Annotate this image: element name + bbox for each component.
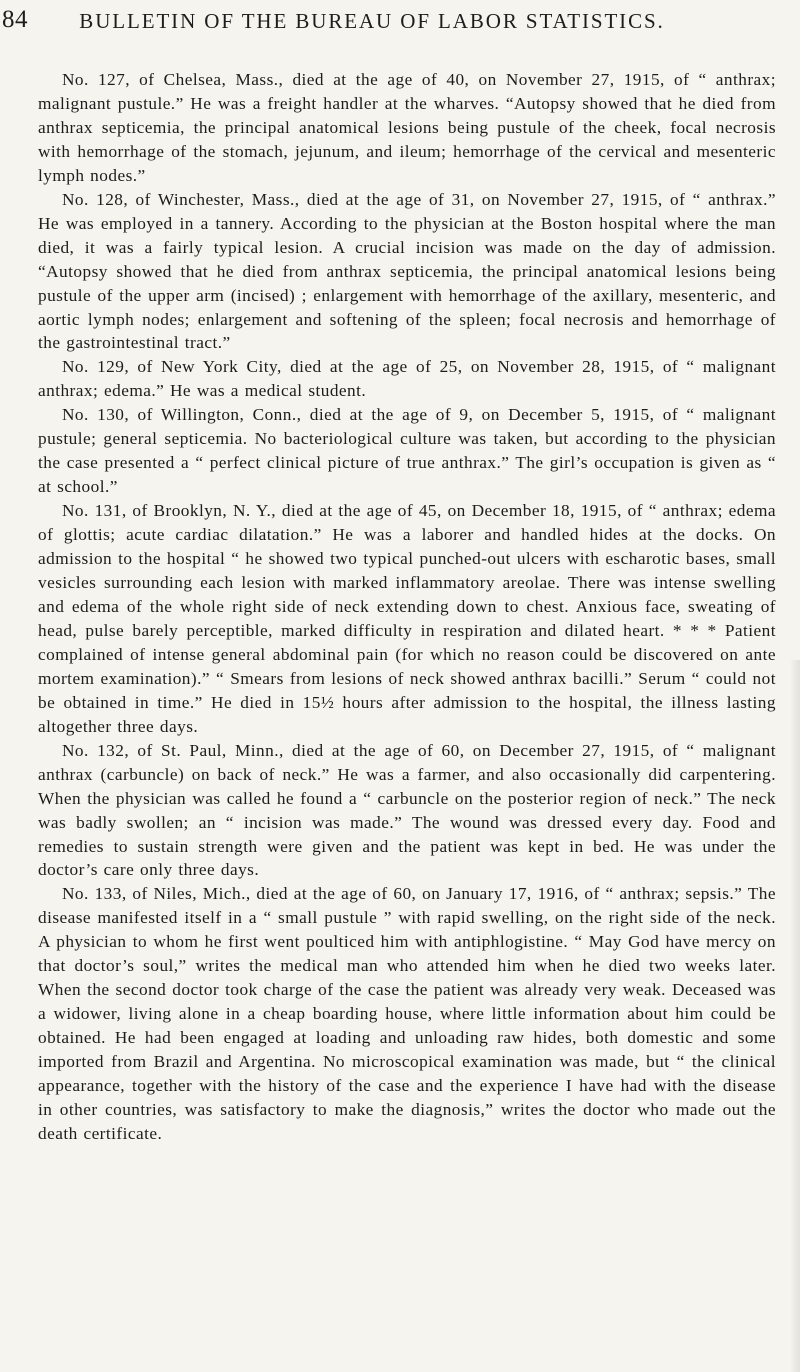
paragraph-case-133: No. 133, of Niles, Mich., died at the age of 60, on January 17, 1916, of “ anthrax; sepsis.” The disease manifested itself in a “ small pustule ” with rapid swelling, on the right side of the neck. A physician to whom he first went poulticed him with antiphlogistine. “ May God have mercy on that doctor’s soul,” writes the medical man who attended him when he died two weeks later. When the second doctor took charge of the case the patient was already very weak. Deceased was a widower, living alone in a cheap boarding house, where little information about him could be obtained. He had been engaged at loading and unloading raw hides, both domestic and some imported from Brazil and Argentina. No microscopical examination was made, but “ the clinical appearance, together with the history of the case and the experience I have had with the disease in other countries, was satisfactory to make the diagnosis,” writes the doctor who made out the death certificate.: [38, 884, 776, 1143]
page-number: 84: [2, 6, 28, 33]
paragraph-case-128: No. 128, of Winchester, Mass., died at the age of 31, on November 27, 1915, of “ anthrax.” He was employed in a tannery. According to the physician at the Boston hospital where the man died, it was a fairly typical lesion. A crucial incision was made on the day of admission. “Autopsy showed that he died from anthrax septicemia, the principal anatomical lesions being pustule of the upper arm (incised) ; enlargement with hemorrhage of the axillary, mesenteric, and aortic lymph nodes; enlargement and softening of the spleen; focal necrosis and hemorrhage of the gastrointestinal tract.”: [38, 189, 776, 353]
body-text: [38, 68, 776, 1146]
paragraph-case-132: No. 132, of St. Paul, Minn., died at the age of 60, on December 27, 1915, of “ malignant anthrax (carbuncle) on back of neck.” He was a farmer, and also occasionally did carpentering. When the physician was called he found a “ carbuncle on the posterior region of neck.” The neck was badly swollen; an “ incision was made.” The wound was dressed every day. Food and remedies to sustain strength were given and the patient was kept in bed. He was under the doctor’s care only three days.: [38, 740, 776, 880]
paragraph-case-127: No. 127, of Chelsea, Mass., died at the age of 40, on November 27, 1915, of “ anthrax; malignant pustule.” He was a freight handler at the wharves. “Autopsy showed that he died from anthrax septicemia, the principal anatomical lesions being pustule of the cheek, focal necrosis with hemorrhage of the stomach, jejunum, and ileum; hemorrhage of the cervical and mesenteric lymph nodes.”: [38, 70, 776, 185]
page-header: [0, 6, 800, 42]
paragraph-case-130: No. 130, of Willington, Conn., died at the age of 9, on December 5, 1915, of “ malignant pustule; general septicemia. No bacteriological culture was taken, but according to the physician the case presented a “ perfect clinical picture of true anthrax.” The girl’s occupation is given as “ at school.”: [38, 405, 776, 497]
paragraph-case-129: No. 129, of New York City, died at the age of 25, on November 28, 1915, of “ malignant anthrax; edema.” He was a medical student.: [38, 357, 776, 401]
page-edge-shadow: [790, 660, 800, 1372]
running-head: BULLETIN OF THE BUREAU OF LABOR STATISTICS.: [79, 9, 665, 33]
paragraph-case-131: No. 131, of Brooklyn, N. Y., died at the age of 45, on December 18, 1915, of “ anthrax; edema of glottis; acute cardiac dilatation.” He was a laborer and handled hides at the docks. On admission to the hospital “ he showed two typical punched-out ulcers with escharotic bases, small vesicles surrounding each lesion with marked inflammatory areolae. There was intense swelling and edema of the whole right side of neck extending down to chest. Anxious face, sweating of head, pulse barely perceptible, marked difficulty in respiration and dilated heart. * * * Patient complained of intense general abdominal pain (for which no reason could be discovered on ante mortem examination).” “ Smears from lesions of neck showed anthrax bacilli.” Serum “ could not be obtained in time.” He died in 15½ hours after admission to the hospital, the illness lasting altogether three days.: [38, 501, 776, 736]
